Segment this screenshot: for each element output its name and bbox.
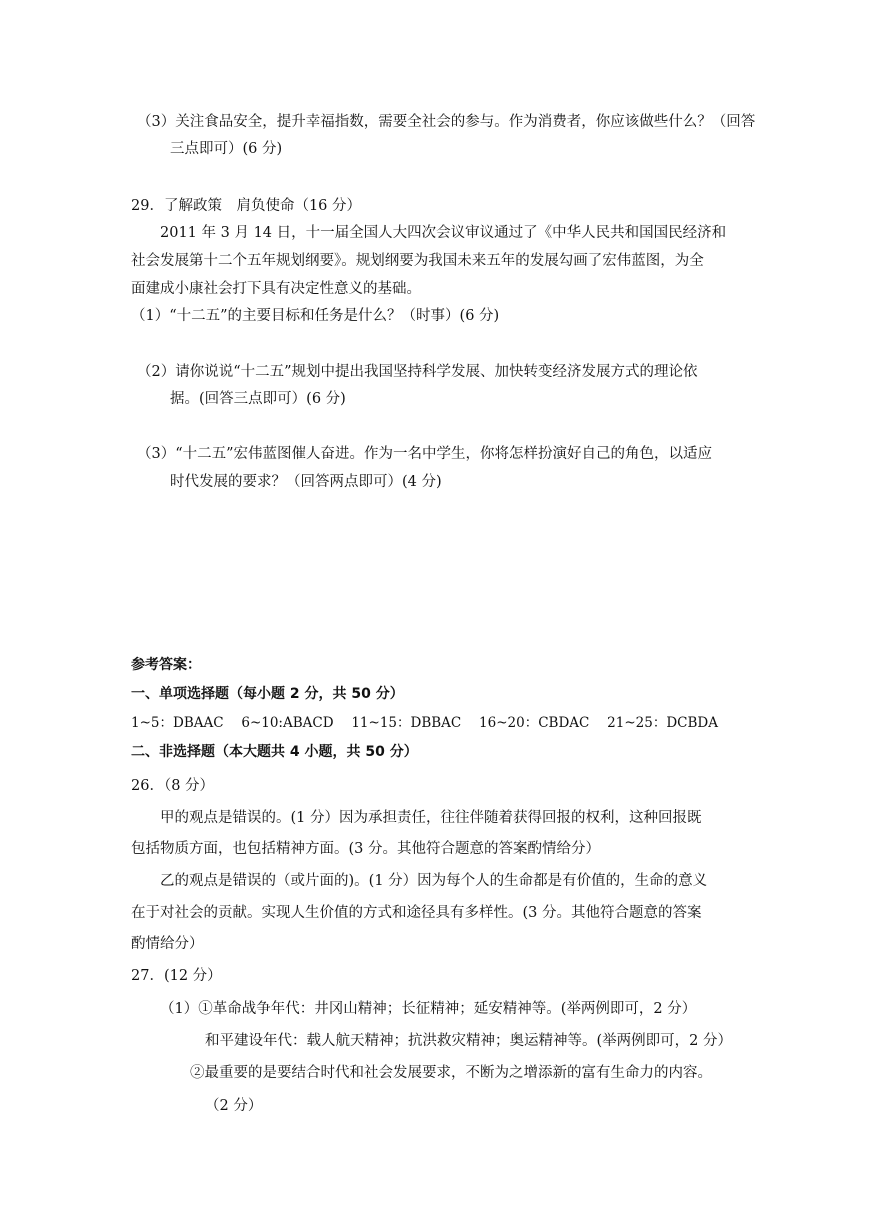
q29-para-line2: 社会发展第十二个五年规划纲要》。规划纲要为我国未来五年的发展勾画了宏伟蓝图，为全 xyxy=(131,253,704,269)
q28-3-line1: （3）关注食品安全，提升幸福指数，需要全社会的参与。作为消费者，你应该做些什么？（回答 xyxy=(137,114,756,130)
q28-3-line2: 三点即可）(6 分) xyxy=(170,141,283,157)
section2-title: 二、非选择题（本大题共 4 小题，共 50 分） xyxy=(131,744,418,760)
q27-line1: （1）①革命战争年代：井冈山精神；长征精神；延安精神等。(举两例即可，2 分） xyxy=(160,1001,697,1017)
q26-line5: 酌情给分） xyxy=(131,936,204,952)
q27-line3: ②最重要的是要结合时代和社会发展要求，不断为之增添新的富有生命力的内容。 xyxy=(190,1065,712,1081)
q26-line2: 包括物质方面，也包括精神方面。(3 分。其他符合题意的答案酌情给分） xyxy=(131,841,600,857)
q29-sub1: （1）“十二五”的主要目标和任务是什么？（时事）(6 分) xyxy=(131,308,500,324)
q29-sub3-line2: 时代发展的要求？（回答两点即可）(4 分) xyxy=(170,474,442,490)
q26-label: 26．（8 分） xyxy=(131,778,215,794)
q26-line4: 在于对社会的贡献。实现人生价值的方式和途径具有多样性。(3 分。其他符合题意的答案 xyxy=(131,905,702,921)
q27-label: 27．(12 分） xyxy=(131,968,222,984)
q29-sub3-line1: （3）“十二五”宏伟蓝图催人奋进。作为一名中学生，你将怎样扮演好自己的角色，以适应 xyxy=(137,446,713,462)
section1-answers: 1~5：DBAAC 6~10:ABACD 11~15：DBBAC 16~20：CBDAC 21~25：DCBDA xyxy=(131,715,718,731)
answers-heading: 参考答案： xyxy=(131,657,201,673)
q26-line3: 乙的观点是错误的（或片面的)。(1 分）因为每个人的生命都是有价值的，生命的意义 xyxy=(160,873,708,889)
q26-line1: 甲的观点是错误的。(1 分）因为承担责任，往往伴随着获得回报的权利，这种回报既 xyxy=(160,810,702,826)
q29-sub2-line2: 据。(回答三点即可）(6 分) xyxy=(170,391,346,407)
q29-para-line1: 2011 年 3 月 14 日，十一届全国人大四次会议审议通过了《中华人民共和国国民经济和 xyxy=(160,225,727,241)
q29-para-line3: 面建成小康社会打下具有决定性意义的基础。 xyxy=(131,281,421,297)
q27-line4: （2 分） xyxy=(205,1098,263,1114)
q29-title: 29．了解政策 肩负使命（16 分） xyxy=(131,198,362,214)
q29-sub2-line1: （2）请你说说“十二五”规划中提出我国坚持科学发展、加快转变经济发展方式的理论依 xyxy=(137,364,698,380)
section1-title: 一、单项选择题（每小题 2 分，共 50 分） xyxy=(131,686,404,702)
q27-line2: 和平建设年代：载人航天精神；抗洪救灾精神；奥运精神等。(举两例即可，2 分） xyxy=(205,1033,732,1049)
